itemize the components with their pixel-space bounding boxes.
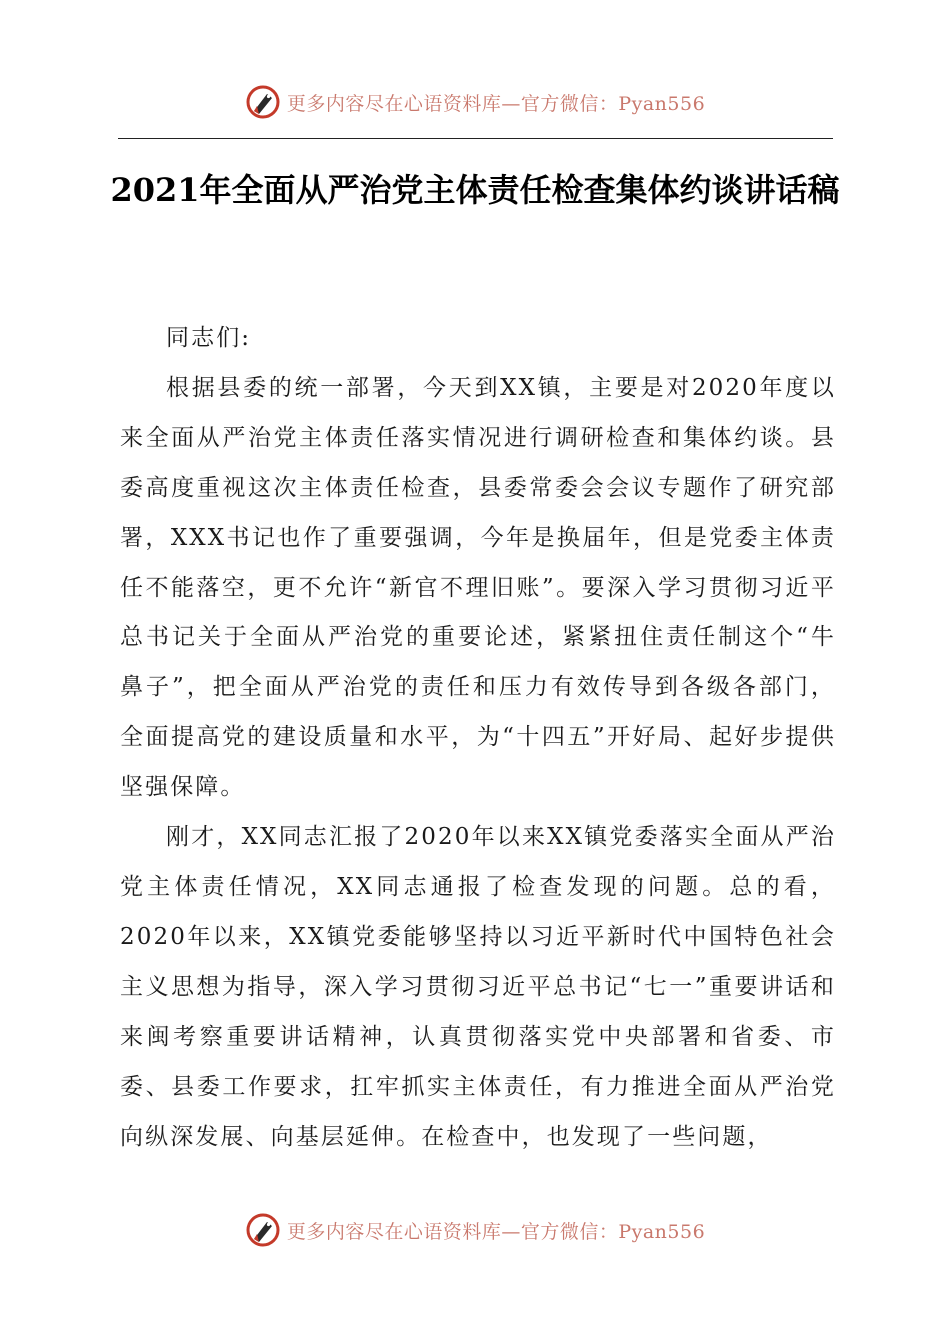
watermark-text: 更多内容尽在心语资料库—官方微信：Pyan556 — [286, 92, 706, 115]
header-divider — [118, 138, 833, 139]
pen-nib-logo-icon — [245, 1212, 281, 1248]
salutation: 同志们: — [166, 325, 252, 351]
document-body — [120, 314, 836, 1162]
watermark-text: 更多内容尽在心语资料库—官方微信：Pyan556 — [286, 1220, 706, 1243]
paragraph: 根据县委的统一部署，今天到XX镇，主要是对2020年度以来全面从严治党主体责任落实情况进行调研检查和集体约谈。县委高度重视这次主体责任检查，县委常委会会议专题作了研究部署，XXX书记也作了重要强调，今年是换届年，但是党委主体责任不能落空，更不允许“新官不理旧账”。要深入学习贯彻习近平总书记关于全面从严治党的重要论述，紧紧扭住责任制这个“牛鼻子”，把全面从严治党的责任和压力有效传导到各级各部门，全面提高党的建设质量和水平，为“十四五”开好局、起好步提供坚强保障。 — [120, 374, 836, 801]
pen-nib-logo-icon — [245, 84, 281, 120]
footer-watermark — [0, 1212, 950, 1248]
document-title: 2021年全面从严治党主体责任检查集体约谈讲话稿 — [110, 171, 840, 209]
paragraph: 刚才，XX同志汇报了2020年以来XX镇党委落实全面从严治党主体责任情况，XX同志通报了检查发现的问题。总的看，2020年以来，XX镇党委能够坚持以习近平新时代中国特色社会主义思想为指导，深入学习贯彻习近平总书记“七一”重要讲话和来闽考察重要讲话精神，认真贯彻落实党中央部署和省委、市委、县委工作要求，扛牢抓实主体责任，有力推进全面从严治党向纵深发展、向基层延伸。在检查中，也发现了一些问题， — [120, 824, 836, 1150]
header-watermark — [0, 84, 950, 120]
